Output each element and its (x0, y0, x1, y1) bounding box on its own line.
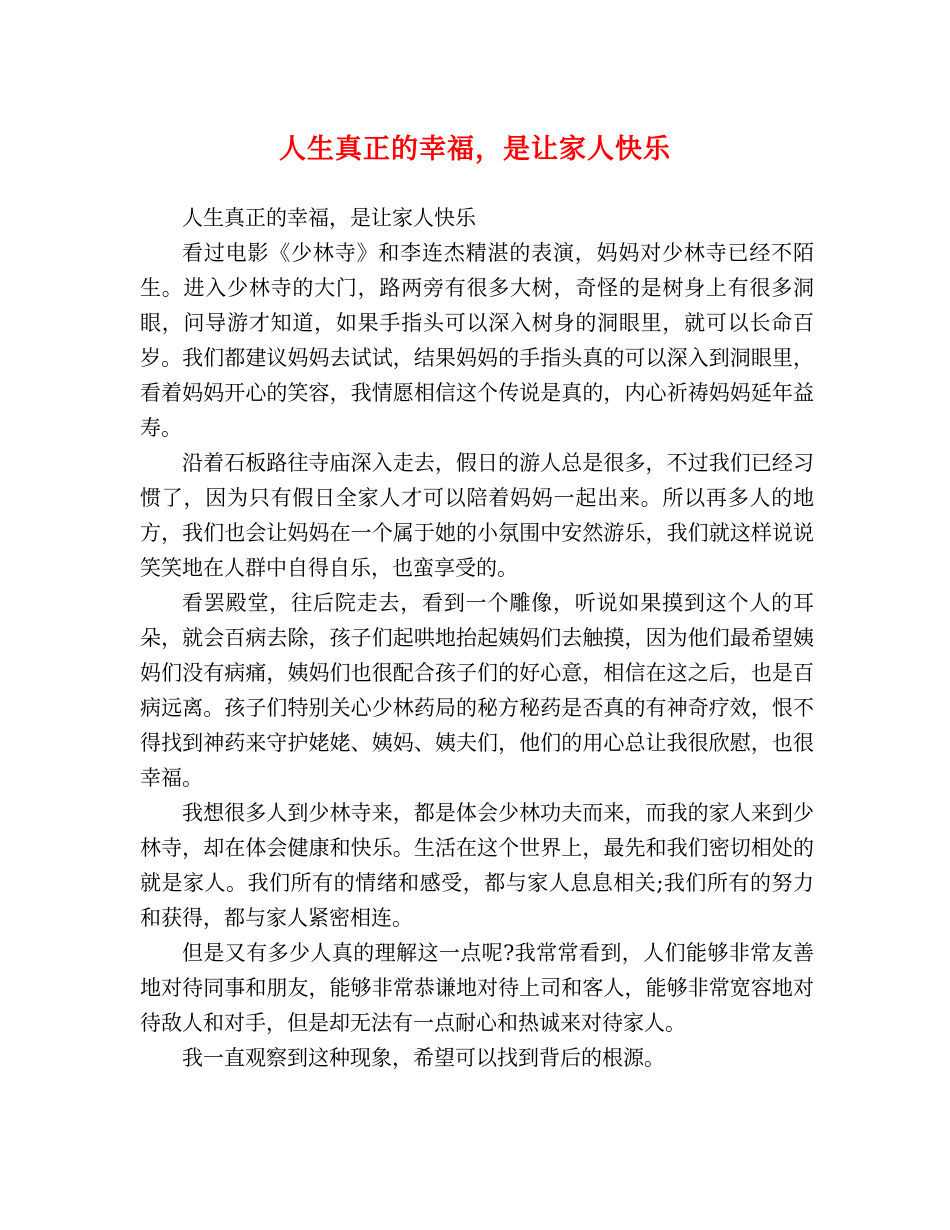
paragraph: 看过电影《少林寺》和李连杰精湛的表演，妈妈对少林寺已经不陌生。进入少林寺的大门，路两旁有很多大树，奇怪的是树身上有很多洞眼，问导游才知道，如果手指头可以深入树身的洞眼里，就可以长命百岁。我们都建议妈妈去试试，结果妈妈的手指头真的可以深入到洞眼里，看着妈妈开心的笑容，我情愿相信这个传说是真的，内心祈祷妈妈延年益寿。 (140, 241, 814, 440)
document-title: 人生真正的幸福，是让家人快乐 (279, 134, 671, 165)
paragraph-subtitle: 人生真正的幸福，是让家人快乐 (182, 206, 476, 230)
paragraph: 沿着石板路往寺庙深入走去，假日的游人总是很多，不过我们已经习惯了，因为只有假日全家人才可以陪着妈妈一起出来。所以再多人的地方，我们也会让妈妈在一个属于她的小氛围中安然游乐，我们就这样说说笑笑地在人群中自得自乐，也蛮享受的。 (140, 451, 814, 580)
paragraph: 看罢殿堂，往后院走去，看到一个雕像，听说如果摸到这个人的耳朵，就会百病去除，孩子们起哄地抬起姨妈们去触摸，因为他们最希望姨妈们没有病痛，姨妈们也很配合孩子们的好心意，相信在这之后，也是百病远离。孩子们特别关心少林药局的秘方秘药是否真的有神奇疗效，恨不得找到神药来守护姥姥、姨妈、姨夫们，他们的用心总让我很欣慰，也很幸福。 (140, 591, 814, 790)
paragraph: 我想很多人到少林寺来，都是体会少林功夫而来，而我的家人来到少林寺，却在体会健康和快乐。生活在这个世界上，最先和我们密切相处的就是家人。我们所有的情绪和感受，都与家人息息相关;我们所有的努力和获得，都与家人紧密相连。 (140, 801, 814, 930)
paragraph: 我一直观察到这种现象，希望可以找到背后的根源。 (182, 1046, 665, 1070)
paragraph: 但是又有多少人真的理解这一点呢?我常常看到，人们能够非常友善地对待同事和朋友，能够非常恭谦地对待上司和客人，能够非常宽容地对待敌人和对手，但是却无法有一点耐心和热诚来对待家人。 (140, 941, 814, 1035)
document-body (140, 201, 814, 1076)
